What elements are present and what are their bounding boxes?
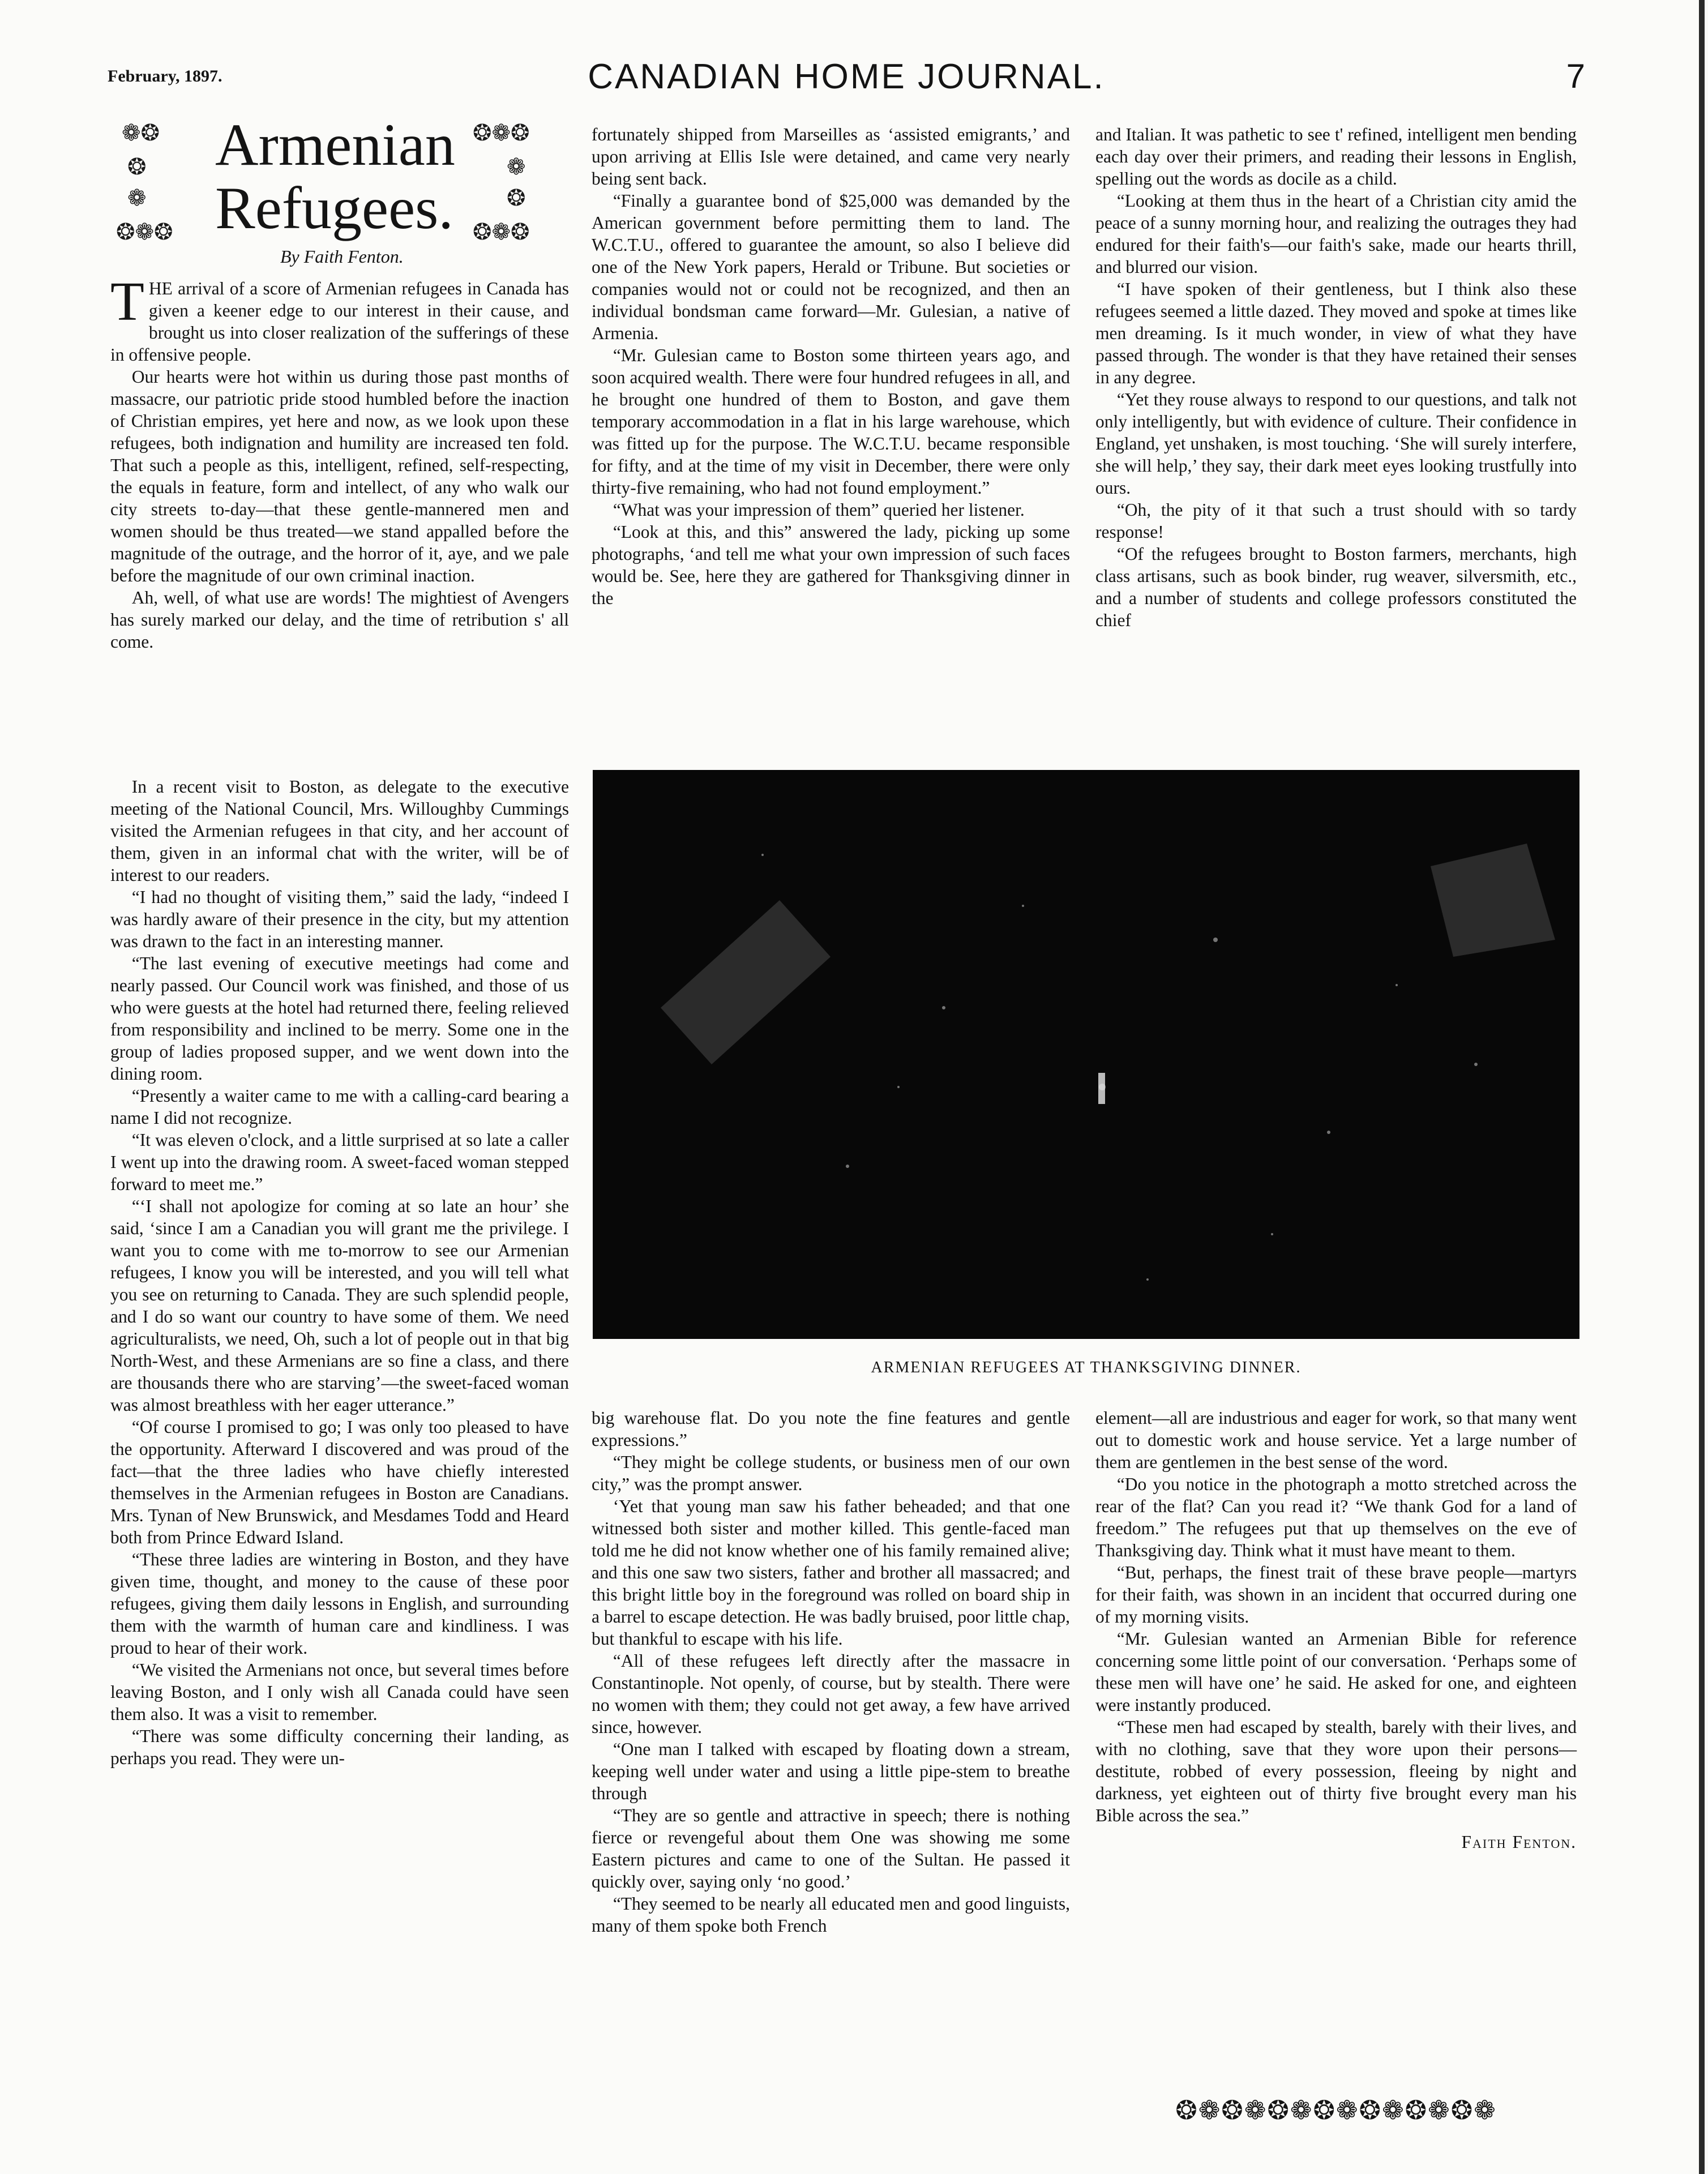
paragraph: “Mr. Gulesian wanted an Armenian Bible for reference concerning some little point of our conversation. ‘Perhaps some of these men will have one’ he said. He asked for one, and eighteen were instantly produced. (1095, 1629, 1577, 1715)
paragraph: fortunately shipped from Marseilles as ‘assisted emigrants,’ and upon arriving at Ellis Isle were detained, and came very nearly being sent back. (592, 125, 1070, 189)
paragraph: “Do you notice in the photograph a motto stretched across the rear of the flat? Can you read it? “We thank God for a land of freedom.” The refugees put that up themselves on the eve of Thanksgiving day. Think what it must have meant to them. (1095, 1474, 1577, 1560)
intro-text: HE arrival of a score of Armenian refugees in Canada has given a keener edge to our interest in their cause, and brought us into closer realization of the sufferings of these in offensive people. (110, 279, 569, 365)
drop-cap: T (110, 271, 144, 332)
paragraph: Our hearts were hot within us during those past months of massacre, our patriotic pride stood humbled before the inaction of Christian empires, yet here and now, as we look upon these refugees, both indignation and humility are increased ten fold. That such a people as this, intelligent, refined, self-respecting, the equals in feature, form and intellect, of any who walk our city streets to-day—that these gentle-mannered men and women should be thus treated—we stand appalled before the magnitude of the outrage, and the horror of it, aye, and we pale before the magnitude of our own criminal inaction. (110, 367, 569, 585)
author-signature: Faith Fenton. (1461, 1832, 1577, 1852)
thanksgiving-dinner-photo (593, 770, 1579, 1339)
paragraph: big warehouse flat. Do you note the fine features and gentle expressions.” (592, 1408, 1070, 1450)
column-2-top (592, 123, 1070, 609)
paragraph: In a recent visit to Boston, as delegate to the executive meeting of the National Council, Mrs. Willoughby Cummings visited the Armenian refugees in that city, and her account of them, given in an informal chat with the writer, will be of interest to our readers. (110, 777, 569, 885)
paragraph: and Italian. It was pathetic to see t' refined, intelligent men bending each day over their primers, and reading their lessons in English, spelling out the words as docile as a child. (1095, 125, 1577, 189)
paragraph: “Look at this, and this” answered the lady, picking up some photographs, ‘and tell me what your own impression of such faces would be. See, here they are gathered for Thanksgiving dinner in the (592, 522, 1070, 608)
page-header (108, 57, 1585, 102)
paragraph: “These three ladies are wintering in Boston, and they have given time, thought, and money to the cause of these poor refugees, giving them daily lessons in English, and surrounding them with the warmth of human care and kindliness. I was proud to hear of their work. (110, 1550, 569, 1658)
paragraph: “The last evening of executive meetings had come and nearly passed. Our Council work was finished, and those of us who were guests at the hotel had returned there, feeling relieved from responsibility and inclined to be merry. Some one in the group of ladies proposed supper, and we went down into the dining room. (110, 953, 569, 1084)
intro-paragraph (110, 271, 569, 366)
paragraph: “One man I talked with escaped by floating down a stream, keeping well under water and using a little pipe-stem to breathe through (592, 1739, 1070, 1803)
issue-date: February, 1897. (108, 67, 222, 85)
page-edge (1699, 0, 1705, 2174)
byline: By Faith Fenton. (280, 246, 404, 267)
photo-caption: ARMENIAN REFUGEES AT THANKSGIVING DINNER. (871, 1359, 1302, 1376)
article-title (215, 113, 455, 240)
paragraph: “They are so gentle and attractive in speech; there is nothing fierce or revengeful about them One was showing me some Eastern pictures and came to one of the Sultan. He passed it quickly over, saying only ‘no good.’ (592, 1805, 1070, 1891)
journal-title: CANADIAN HOME JOURNAL. (588, 57, 1105, 96)
floral-rosette-icon: ❂❁❂ (473, 219, 530, 245)
column-1-bottom (110, 776, 569, 1769)
paragraph: “They seemed to be nearly all educated men and good linguists, many of them spoke both French (592, 1894, 1070, 1936)
article-title-block (110, 113, 575, 277)
floral-rosette-icon: ❁ (507, 154, 526, 179)
floral-rosette-icon: ❂ (127, 154, 147, 179)
paragraph: “Presently a waiter came to me with a calling-card bearing a name I did not recognize. (110, 1086, 569, 1128)
paragraph: ‘Yet that young man saw his father beheaded; and that one witnessed both sister and mother killed. This gentle-faced man told me he did not know whether one of his family remained alive; and this one saw two sisters, father and brother all massacred; and this bright little boy in the foreground was rolled on board ship in a barrel to escape detection. He was badly bruised, poor little chap, but thankful to escape with his life. (592, 1496, 1070, 1649)
column-2-bottom (592, 1407, 1070, 1937)
paragraph: “Yet they rouse always to respond to our questions, and talk not only intelligently, but with evidence of culture. Their confidence in England, yet unshaken, is most touching. ‘She will surely interfere, she will help,’ they say, their dark meet eyes looking trustfully into ours. (1095, 390, 1577, 498)
paragraph: “There was some difficulty concerning their landing, as perhaps you read. They were un- (110, 1726, 569, 1768)
paragraph: “Looking at them thus in the heart of a Christian city amid the peace of a sunny morning hour, and realizing the outrages they had endured for their faith's—our faith's sake, made our hearts thrill, and blurred our vision. (1095, 191, 1577, 277)
floral-rosette-icon: ❁ (127, 185, 147, 211)
paragraph: “But, perhaps, the finest trait of these brave people—martyrs for their faith, was shown in an incident that occurred during one of my morning visits. (1095, 1563, 1577, 1627)
floral-rosette-icon: ❁❂ (122, 120, 160, 145)
paragraph: “What was your impression of them” queried her listener. (613, 500, 1025, 520)
paragraph: “We visited the Armenians not once, but several times before leaving Boston, and I only wish all Canada could have seen them also. It was a visit to remember. (110, 1660, 569, 1724)
paragraph: “Mr. Gulesian came to Boston some thirteen years ago, and soon acquired wealth. There were four hundred refugees in all, and he brought one hundred of them to Boston, and gave them temporary accommodation in a flat in his large warehouse, which was fitted up for the purpose. The W.C.T.U. became responsible for fifty, and at the time of my visit in December, there were only thirty-five remaining, who had not found employment.” (592, 345, 1070, 498)
paragraph: element—all are industrious and eager for work, so that many went out to domestic work and house service. Yet a large number of them are gentlemen in the best sense of the word. (1095, 1408, 1577, 1472)
rosette-border-icon: ❂❁❂❁❂❁❂❁❂❁❂❁❂❁ (1175, 2096, 1497, 2125)
page-number: 7 (1566, 57, 1585, 95)
column-3-top (1095, 123, 1577, 631)
paragraph: “Of the refugees brought to Boston farmers, merchants, high class artisans, such as book binder, rug weaver, silversmith, etc., and a number of students and college professors constituted the chief (1095, 544, 1577, 630)
paragraph: “It was eleven o'clock, and a little surprised at so late a caller I went up into the drawing room. A sweet-faced woman stepped forward to meet me.” (110, 1130, 569, 1194)
photo-graphic (593, 770, 1579, 1339)
paragraph: “They might be college students, or business men of our own city,” was the prompt answer. (592, 1452, 1070, 1494)
paragraph: “These men had escaped by stealth, barely with their lives, and with no clothing, save that they wore upon their persons—destitute, robbed of every possession, fleeing by night and darkness, yet eighteen out of thirty five brought every man his Bible across the sea.” (1095, 1717, 1577, 1825)
paragraph: Ah, well, of what use are words! The mightiest of Avengers has surely marked our delay, and the time of retribution s' all come. (110, 588, 569, 652)
floral-rosette-icon: ❂ (507, 185, 526, 211)
paragraph: “‘I shall not apologize for coming at so late an hour’ she said, ‘since I am a Canadian you will grant me the privilege. I want you to come with me to-morrow to see our Armenian refugees, I know you will be interested, and you will tell what you see on returning to Canada. They are such splendid people, and I do so want our country to have some of them. We need agriculturalists, we need, Oh, such a lot of people out in that big North-West, and these Armenians are so fine a class, and there are thousands there who are starving’—the sweet-faced woman was almost breathless with her eager utterance.” (110, 1196, 569, 1415)
title-line-2: Refugees. (215, 175, 453, 241)
paragraph: “Oh, the pity of it that such a trust should with so tardy response! (1095, 500, 1577, 542)
paragraph: “I have spoken of their gentleness, but I think also these refugees seemed a little dazed. They moved and spoke at times like men dreaming. Is it much wonder, in view of what they have passed through. The wonder is that they have retained their senses in any degree. (1095, 279, 1577, 387)
paragraph: “Of course I promised to go; I was only too pleased to have the opportunity. Afterward I discovered and was proud of the fact—that the three ladies who have chiefly interested themselves in the Armenian refugees in Boston are Canadians. Mrs. Tynan of New Brunswick, and Mesdames Todd and Heard both from Prince Edward Island. (110, 1417, 569, 1547)
column-1-top (110, 271, 569, 653)
floral-rosette-icon: ❂❁❂ (473, 120, 530, 145)
floral-rosette-icon: ❂❁❂ (116, 219, 173, 245)
title-line-1: Armenian (215, 112, 455, 178)
paragraph: “Finally a guarantee bond of $25,000 was demanded by the American government before permitting them to land. The W.C.T.U., offered to guarantee the amount, so also I believe did one of the New York papers, Herald or Tribune. But societies or companies would not or could not be recognized, and then an individual bondsman came forward—Mr. Gulesian, a native of Armenia. (592, 191, 1070, 343)
paragraph: “All of these refugees left directly after the massacre in Constantinople. Not openly, of course, but by stealth. There were no women with them; they could not get away, a few have arrived since, however. (592, 1651, 1070, 1737)
column-3-bottom (1095, 1407, 1577, 1853)
paragraph: “I had no thought of visiting them,” said the lady, “indeed I was hardly aware of their presence in the city, but my attention was drawn to the fact in an interesting manner. (110, 887, 569, 951)
